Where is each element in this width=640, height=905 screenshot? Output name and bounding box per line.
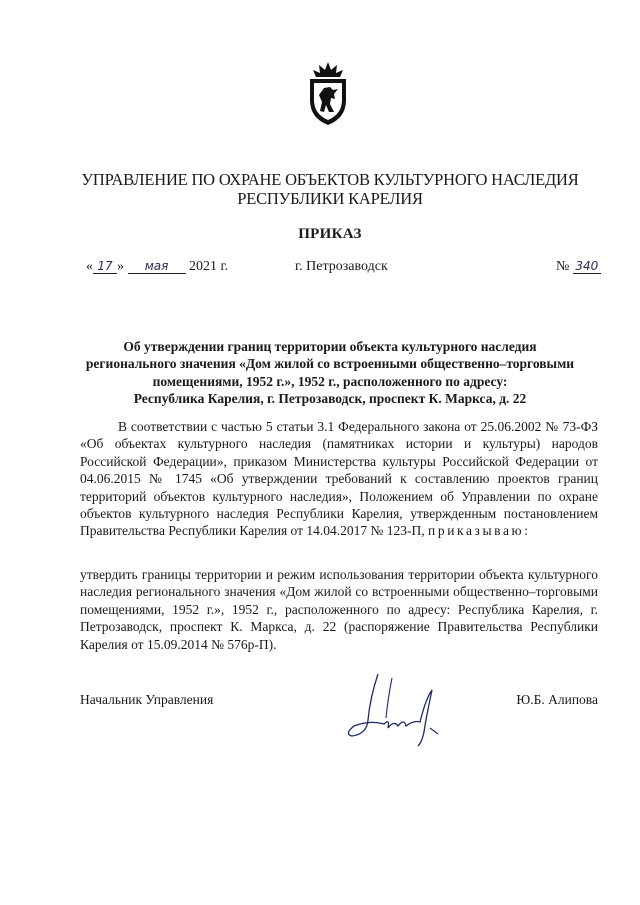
- coat-of-arms-icon: [305, 62, 351, 126]
- signatory-title: Начальник Управления: [80, 692, 214, 707]
- document-number: [556, 259, 601, 275]
- date-year: 2021 г.: [189, 259, 229, 274]
- number-prefix: №: [556, 259, 570, 274]
- document-city: г. Петрозаводск: [295, 259, 388, 274]
- date-month: мая: [128, 259, 186, 274]
- subject-line-1: Об утверждении границ территории объекта культурного наследия: [123, 339, 537, 354]
- date-day: 17: [93, 259, 117, 274]
- decision-paragraph: утвердить границы территории и режим использования территории объекта культурного наследия регионального значения «Дом жилой со встроенными общественно–торговыми помещениями, 1952 г.», 1952 г., расположенного по адресу: Республика Карелия, г. Петрозаводск, проспект К. Маркса, д. 22 (распоряжение Правительства Республики Карелия от 15.09.2014 № 576р-П).: [80, 567, 598, 652]
- subject-line-4: Республика Карелия, г. Петрозаводск, проспект К. Маркса, д. 22: [133, 391, 527, 407]
- agency-line-2: РЕСПУБЛИКИ КАРЕЛИЯ: [237, 189, 423, 208]
- subject-line-3: помещениями, 1952 г.», 1952 г., расположенного по адресу:: [152, 373, 508, 389]
- preamble-paragraph: [80, 418, 598, 540]
- number-value: 340: [573, 259, 601, 274]
- subject-line-2: регионального значения «Дом жилой со встроенными общественно–торговыми: [85, 356, 575, 372]
- handwritten-signature-icon: [340, 668, 450, 750]
- order-word: приказываю:: [428, 523, 531, 539]
- order-subject: [80, 338, 580, 408]
- signatory-name: Ю.Б. Алипова: [516, 692, 598, 707]
- preamble-text: В соответствии с частью 5 статьи 3.1 Федерального закона от 25.06.2002 № 73-ФЗ «Об объектах культурного наследия (памятниках истории и культуры) народов Российской Федерации», приказом Министерства культуры Российской Федерации от 04.06.2015 № 1745 «Об утверждении требований к составлению проектов границ территорий объектов культурного наследия», Положением об Управлении по охране объектов культурного наследия Республики Карелия, утвержденным постановлением Правительства Республики Карелия от 14.04.2017 № 123-П,: [80, 419, 598, 539]
- document-date: « 17 » мая 2021 г.: [86, 259, 229, 274]
- agency-name: [60, 170, 600, 208]
- agency-line-1: УПРАВЛЕНИЕ ПО ОХРАНЕ ОБЪЕКТОВ КУЛЬТУРНОГО НАСЛЕДИЯ: [81, 170, 579, 189]
- document-type: ПРИКАЗ: [298, 226, 362, 242]
